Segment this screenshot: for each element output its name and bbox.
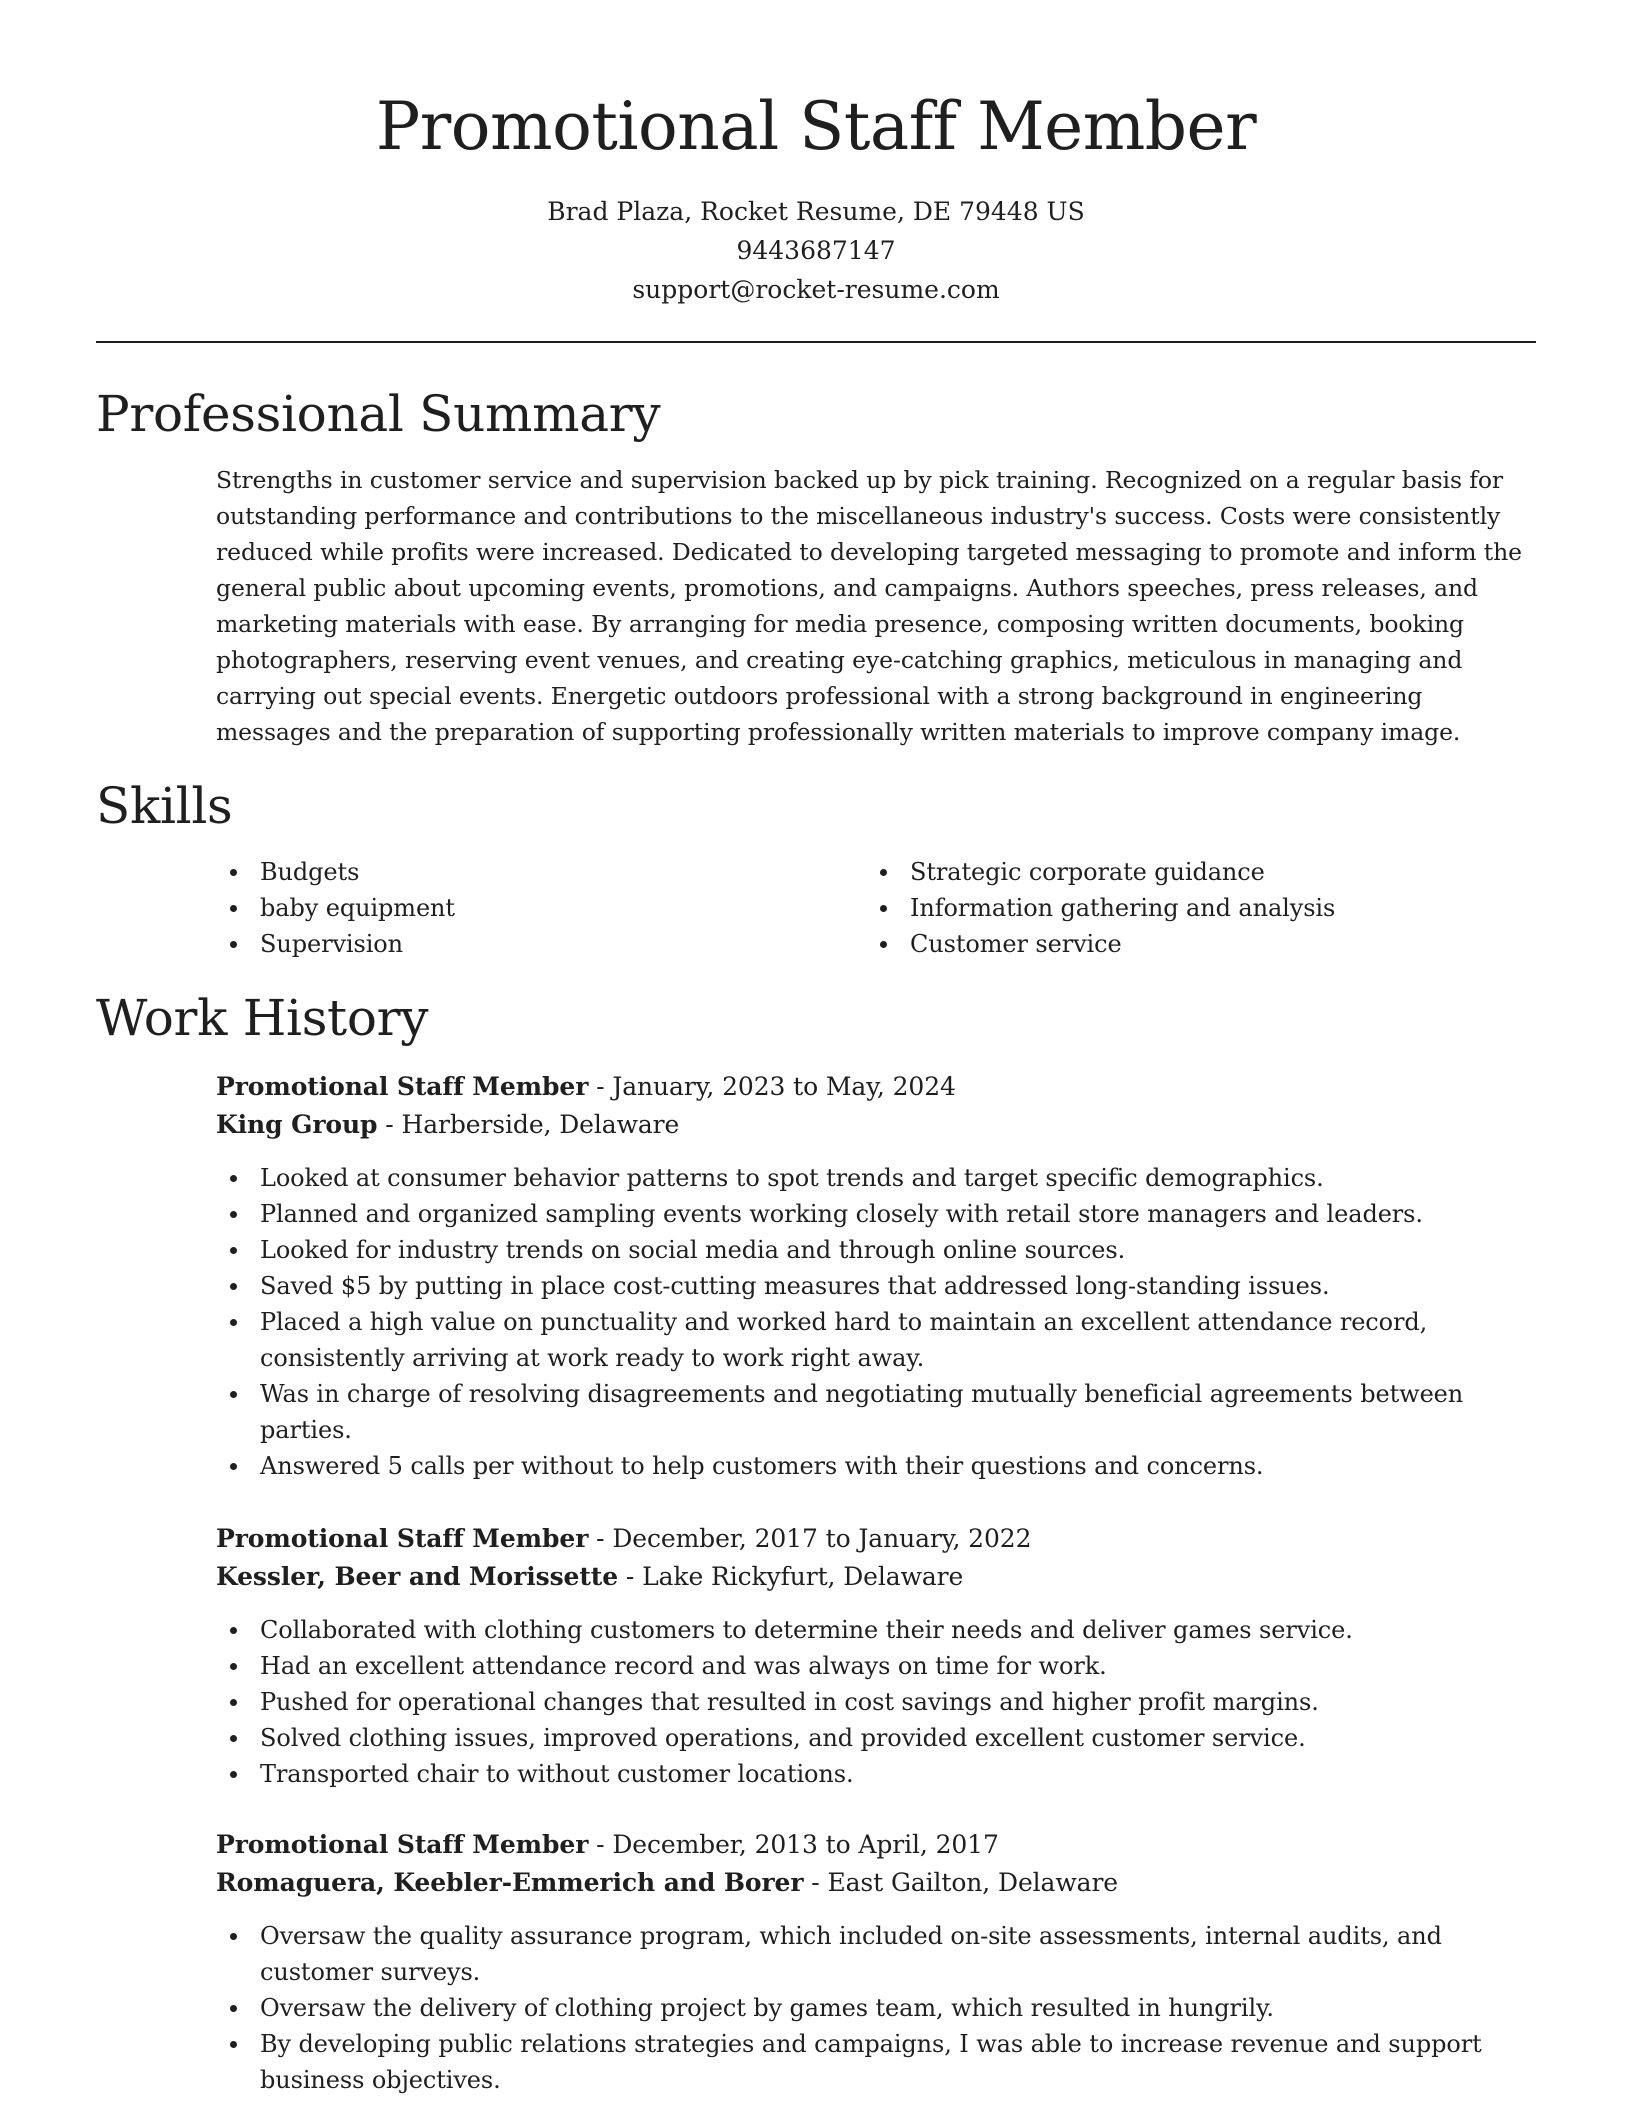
job-duties <box>216 1160 1536 1484</box>
separator: - <box>588 1072 613 1101</box>
job-entry <box>216 1520 1536 1792</box>
duty-item: Saved $5 by putting in place cost-cutting measures that addressed long-standing issues. <box>216 1268 1536 1304</box>
header-divider <box>96 341 1536 343</box>
job-company-line <box>216 1864 1536 1902</box>
duty-item: Was in charge of resolving disagreements and negotiating mutually beneficial agreements between parties. <box>216 1376 1536 1448</box>
job-company-line <box>216 1106 1536 1144</box>
skill-item: baby equipment <box>216 890 866 926</box>
job-dates: December, 2017 to January, 2022 <box>612 1524 1032 1553</box>
skills-column-left <box>216 854 866 962</box>
separator: - <box>588 1830 613 1859</box>
skill-item: Strategic corporate guidance <box>866 854 1516 890</box>
job-title-line <box>216 1520 1536 1558</box>
separator: - <box>377 1110 402 1139</box>
duty-item: Oversaw the delivery of clothing project by games team, which resulted in hungrily. <box>216 1990 1536 2026</box>
job-dates: January, 2023 to May, 2024 <box>612 1072 956 1101</box>
job-dates: December, 2013 to April, 2017 <box>612 1830 999 1859</box>
job-role: Promotional Staff Member <box>216 1830 589 1859</box>
skills-heading: Skills <box>96 777 233 835</box>
separator: - <box>803 1868 828 1897</box>
job-role: Promotional Staff Member <box>216 1072 589 1101</box>
job-entry <box>216 1068 1536 1484</box>
skill-item: Customer service <box>866 926 1516 962</box>
skills-column-right <box>866 854 1516 962</box>
duty-item: Had an excellent attendance record and was always on time for work. <box>216 1648 1536 1684</box>
address-text: Brad Plaza, Rocket Resume, DE 79448 US <box>547 197 1085 226</box>
separator: - <box>588 1524 613 1553</box>
duty-item: Solved clothing issues, improved operations, and provided excellent customer service. <box>216 1720 1536 1756</box>
job-title-line <box>216 1826 1536 1864</box>
email-text: support@rocket-resume.com <box>632 275 1000 304</box>
skills-list <box>216 854 1536 962</box>
job-role: Promotional Staff Member <box>216 1524 589 1553</box>
duty-item: Pushed for operational changes that resulted in cost savings and higher profit margins. <box>216 1684 1536 1720</box>
job-location: Harberside, Delaware <box>401 1110 680 1139</box>
summary-heading: Professional Summary <box>96 385 661 443</box>
resume-header <box>0 0 1632 309</box>
duty-item: Transported chair to without customer locations. <box>216 1756 1536 1792</box>
job-duties <box>216 1918 1536 2098</box>
duty-item: Answered 5 calls per without to help customers with their questions and concerns. <box>216 1448 1536 1484</box>
job-company: Romaguera, Keebler-Emmerich and Borer <box>216 1868 804 1897</box>
job-duties <box>216 1612 1536 1792</box>
skill-item: Budgets <box>216 854 866 890</box>
duty-item: Placed a high value on punctuality and worked hard to maintain an excellent attendance record, consistently arriving at work ready to work right away. <box>216 1304 1536 1376</box>
contact-info <box>0 192 1632 309</box>
job-title-line <box>216 1068 1536 1106</box>
work-history-heading: Work History <box>96 989 429 1047</box>
job-company: King Group <box>216 1110 378 1139</box>
summary-text: Strengths in customer service and supervision backed up by pick training. Recognized on a regular basis for outstanding performance and contributions to the miscellaneous industry's success. Costs were consistently reduced while profits were increased. Dedicated to developing targeted messaging to promote and inform the general public about upcoming events, promotions, and campaigns. Authors speeches, press releases, and marketing materials with ease. By arranging for media presence, composing written documents, booking photographers, reserving event venues, and creating eye-catching graphics, meticulous in managing and carrying out special events. Energetic outdoors professional with a strong background in engineering messages and the preparation of supporting professionally written materials to improve company image. <box>216 466 1522 746</box>
job-company: Kessler, Beer and Morissette <box>216 1562 619 1591</box>
candidate-name: Promotional Staff Member <box>375 88 1257 165</box>
duty-item: By developing public relations strategies and campaigns, I was able to increase revenue and support business objectives. <box>216 2026 1536 2098</box>
separator: - <box>618 1562 643 1591</box>
job-location: East Gailton, Delaware <box>827 1868 1118 1897</box>
skill-item: Information gathering and analysis <box>866 890 1516 926</box>
duty-item: Looked at consumer behavior patterns to spot trends and target specific demographics. <box>216 1160 1536 1196</box>
job-entry <box>216 1826 1536 2098</box>
job-location: Lake Rickyfurt, Delaware <box>642 1562 964 1591</box>
duty-item: Looked for industry trends on social media and through online sources. <box>216 1232 1536 1268</box>
duty-item: Planned and organized sampling events working closely with retail store managers and leaders. <box>216 1196 1536 1232</box>
duty-item: Oversaw the quality assurance program, which included on-site assessments, internal audits, and customer surveys. <box>216 1918 1536 1990</box>
job-company-line <box>216 1558 1536 1596</box>
duty-item: Collaborated with clothing customers to determine their needs and deliver games service. <box>216 1612 1536 1648</box>
phone-text: 9443687147 <box>736 236 896 265</box>
skill-item: Supervision <box>216 926 866 962</box>
